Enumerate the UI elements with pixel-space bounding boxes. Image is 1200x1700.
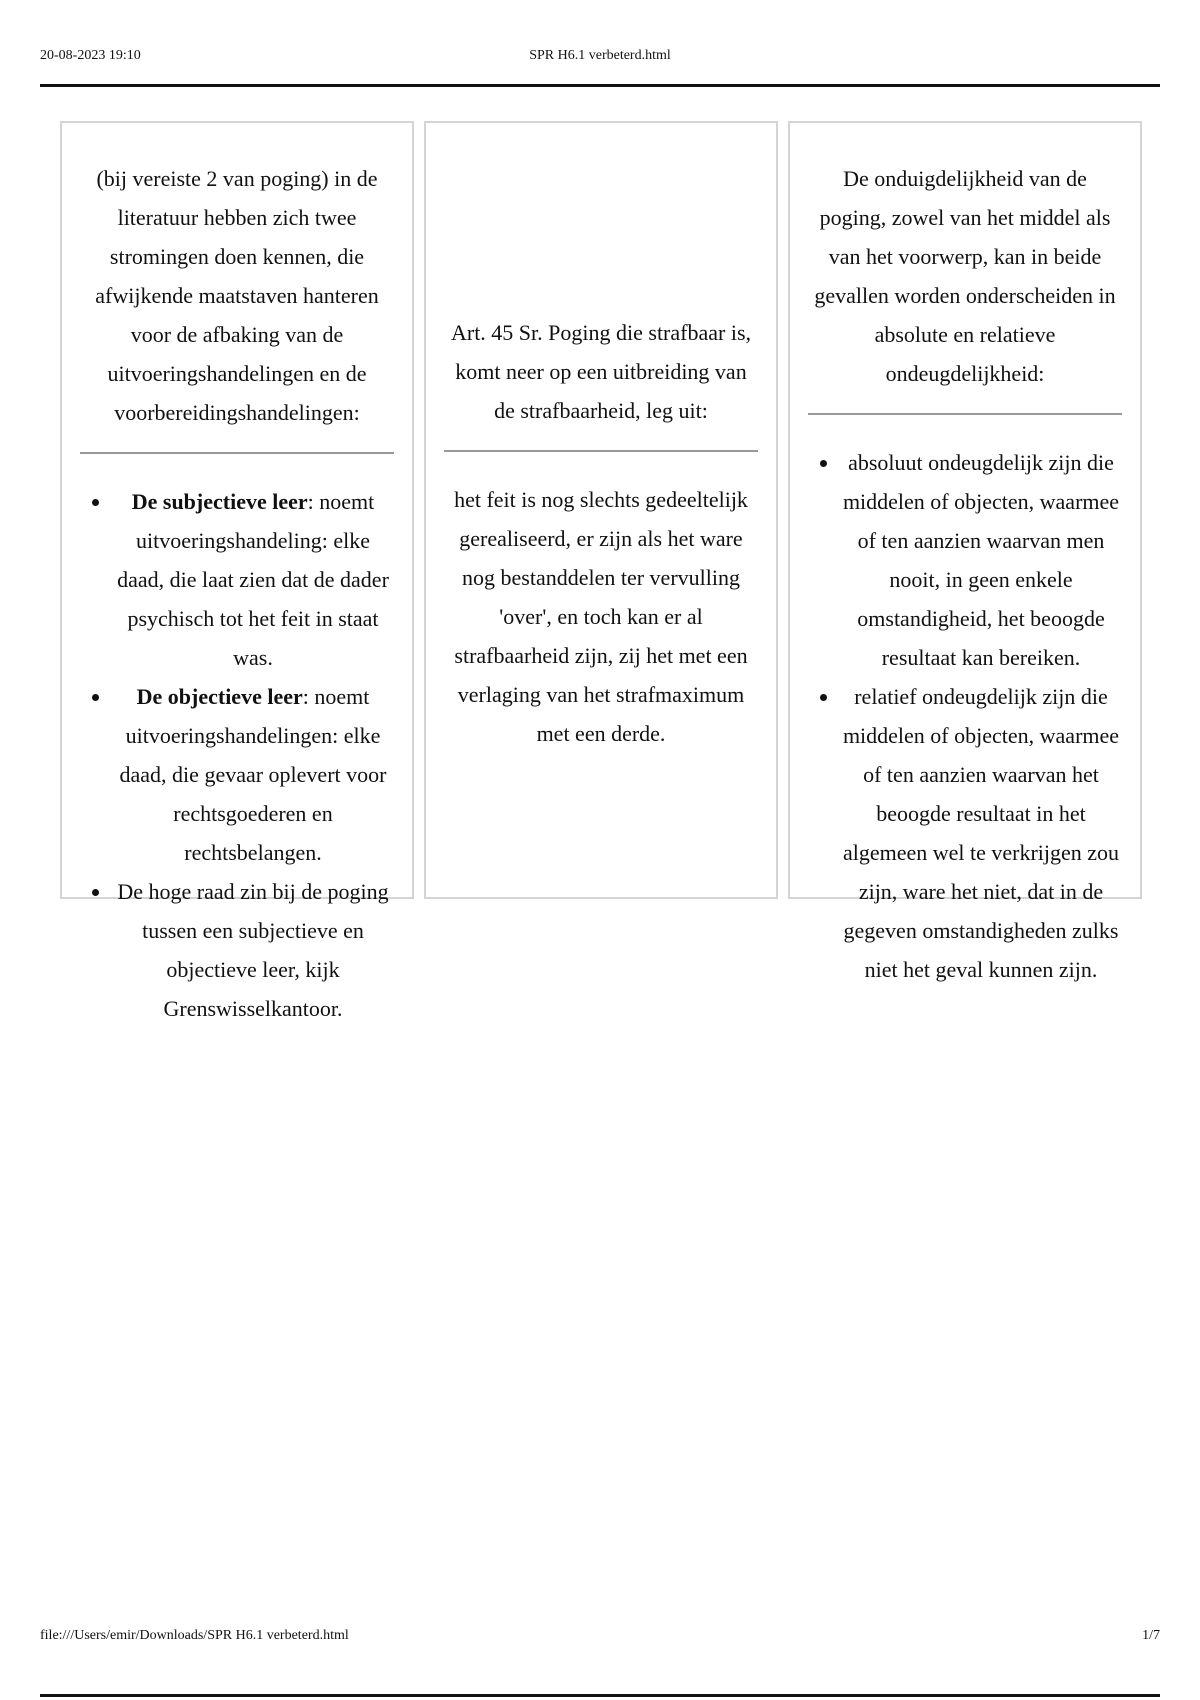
list-item [112, 677, 394, 872]
term-bold: De subjectieve leer [131, 489, 308, 514]
list-item-text: De hoge raad zin bij de poging tussen een subjectieve en objectieve leer, kijk Grenswisselkantoor. [117, 879, 389, 1021]
flashcard-2 [424, 121, 778, 899]
card-divider [444, 450, 758, 452]
card-back-list [80, 482, 394, 1028]
bottom-divider [40, 1694, 1160, 1697]
term-bold: De objectieve leer [136, 684, 303, 709]
card-front-text: (bij vereiste 2 van poging) in de literatuur hebben zich twee stromingen doen kennen, die afwijkende maatstaven hanteren voor de afbaking van de uitvoeringshandelingen en de voorbereidingshandelingen: [95, 166, 379, 425]
card-divider [80, 452, 394, 454]
card-back-text: het feit is nog slechts gedeeltelijk gerealiseerd, er zijn als het ware nog bestanddelen ter vervulling 'over', en toch kan er al strafbaarheid zijn, zij het met een verlaging van het strafmaximum met een derde. [454, 487, 748, 746]
card-front-text: Art. 45 Sr. Poging die strafbaar is, komt neer op een uitbreiding van de strafbaarheid, leg uit: [450, 320, 752, 423]
term-definition: : noemt uitvoeringshandelingen: elke daad, die gevaar oplevert voor rechtsgoederen en rechtsbelangen. [119, 684, 387, 865]
print-datetime: 20-08-2023 19:10 [40, 48, 141, 63]
card-front-text: De onduigdelijkheid van de poging, zowel van het middel als van het voorwerp, kan in beide gevallen worden onderscheiden in absolute en relatieve ondeugdelijkheid: [814, 166, 1116, 386]
list-item-text: absoluut ondeugdelijk zijn die middelen of objecten, waarmee of ten aanzien waarvan men nooit, in geen enkele omstandigheid, het beoogde resultaat kan bereiken. [842, 450, 1120, 670]
flashcard-3 [788, 121, 1142, 982]
card-divider [808, 413, 1122, 415]
list-item [112, 482, 394, 677]
flashcard-grid [60, 121, 1142, 1021]
term-definition: : noemt uitvoeringshandeling: elke daad, die laat zien dat de dader psychisch tot het feit in staat was. [117, 489, 389, 670]
print-header [40, 44, 1160, 87]
list-item [840, 677, 1122, 989]
list-item [840, 443, 1122, 677]
file-path: file:///Users/emir/Downloads/SPR H6.1 verbeterd.html [40, 1628, 349, 1643]
print-title: SPR H6.1 verbeterd.html [529, 48, 671, 63]
flashcard-1 [60, 121, 414, 1021]
card-back-list [808, 443, 1122, 989]
page-number: 1/7 [1142, 1628, 1160, 1643]
list-item-text: relatief ondeugdelijk zijn die middelen of objecten, waarmee of ten aanzien waarvan het beoogde resultaat in het algemeen wel te verkrijgen zou zijn, ware het niet, dat in de gegeven omstandigheden zulks niet het geval kunnen zijn. [842, 684, 1120, 982]
list-item [112, 872, 394, 1028]
